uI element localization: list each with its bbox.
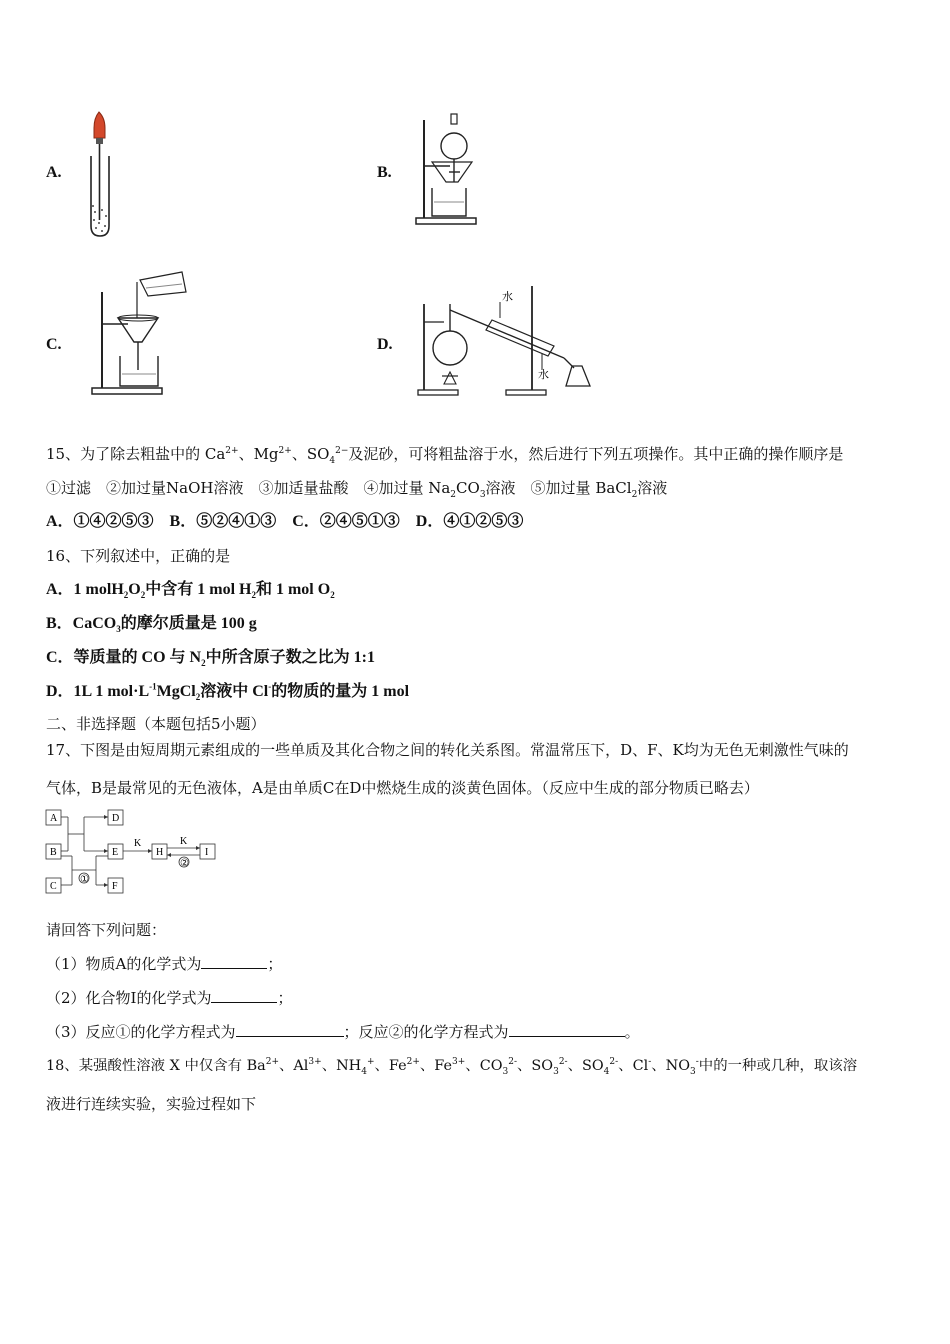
node-e: E <box>112 847 119 858</box>
q15-stem: 15、为了除去粗盐中的 $Ca^{2+}$、$Mg^{2+}$、$SO_4^{2-}$及泥砂，可将粗盐溶于水，然后进行下列五项操作。其中正确的操作顺序是 <box>46 445 844 466</box>
reaction-diagram <box>44 806 224 898</box>
q16-option-a: A．1 $molH_2O_2$中含有 1 mol $H_2$和 1 mol $O_2$ <box>46 581 335 601</box>
separatory-funnel-figure <box>410 110 480 230</box>
q16-option-c: C．等质量的 CO 与 $N_2$中所含原子数之比为 1:1 <box>46 649 375 669</box>
answer-blank-2[interactable] <box>211 988 277 1003</box>
node-i: I <box>205 847 209 858</box>
q18-stem-line2: 液进行连续实验，实验过程如下 <box>46 1095 257 1113</box>
q15-operations: ①过滤 ②加过量NaOH溶液 ③加适量盐酸 ④加过量 $Na_2CO_3$溶液 ⑤加过量 BaCl$_2$溶液 <box>46 479 668 500</box>
section-2-heading: 二、非选择题（本题包括5小题） <box>46 715 266 733</box>
node-f: F <box>112 881 118 892</box>
q17-sub2: （2）化合物I的化学式为 ； <box>46 989 293 1007</box>
option-c-label: C. <box>46 336 62 353</box>
q18-stem-line1: 18、某强酸性溶液 X 中仅含有 $Ba^{2+}$、$Al^{3+}$、$NH_4^+$、$Fe^{2+}$、$Fe^{3+}$、$CO_3^{2-}$、$SO_3^{2-}$、$SO_4^{2-}$、Cl-、$NO_3^-$中的一种或几种，取该溶 <box>46 1057 858 1077</box>
option-b-label: B. <box>377 164 392 181</box>
option-a-label: A. <box>46 164 62 181</box>
water-in-label-top: 水 <box>502 290 513 303</box>
q15-choices: A．①④②⑤③ B．⑤②④①③ C．②④⑤①③ D．④①②⑤③ <box>46 513 524 530</box>
filtration-figure <box>90 262 200 400</box>
reaction-1-marker: ① <box>80 874 89 885</box>
distillation-figure <box>414 280 604 400</box>
q16-option-b: B．CaCO$_3$的摩尔质量是 100 g <box>46 615 257 635</box>
q17-sub1: （1）物质A的化学式为 ； <box>46 955 283 973</box>
q17-stem-line2: 气体，B是最常见的无色液体，A是由单质C在D中燃烧生成的淡黄色固体。（反应中生成的部分物质已略去） <box>46 779 759 797</box>
q16-stem: 16、下列叙述中，正确的是 <box>46 547 231 565</box>
q16-option-d: D．1L 1 $mol\cdot L^{-1}MgCl_2$溶液中 Cl-的物质的量为 1 mol <box>46 681 410 703</box>
dropper-test-tube-figure <box>80 108 120 240</box>
water-in-label-bottom: 水 <box>538 368 549 381</box>
q17-prompt: 请回答下列问题： <box>46 921 167 939</box>
node-c: C <box>50 881 57 892</box>
node-h: H <box>156 847 164 858</box>
reaction-2-marker: ② <box>180 858 189 869</box>
edge-k-label-1: K <box>134 838 142 849</box>
answer-blank-4[interactable] <box>509 1022 625 1037</box>
edge-k-label-2: K <box>180 836 188 847</box>
node-b: B <box>50 847 57 858</box>
q17-sub3: （3）反应①的化学方程式为 ；反应②的化学方程式为 。 <box>46 1023 640 1041</box>
answer-blank-1[interactable] <box>201 954 267 969</box>
node-a: A <box>50 813 58 824</box>
option-d-label: D. <box>377 336 393 353</box>
answer-blank-3[interactable] <box>236 1022 344 1037</box>
q17-stem-line1: 17、下图是由短周期元素组成的一些单质及其化合物之间的转化关系图。常温常压下，D、F、K均为无色无刺激性气味的 <box>46 741 849 759</box>
node-d: D <box>112 813 120 824</box>
